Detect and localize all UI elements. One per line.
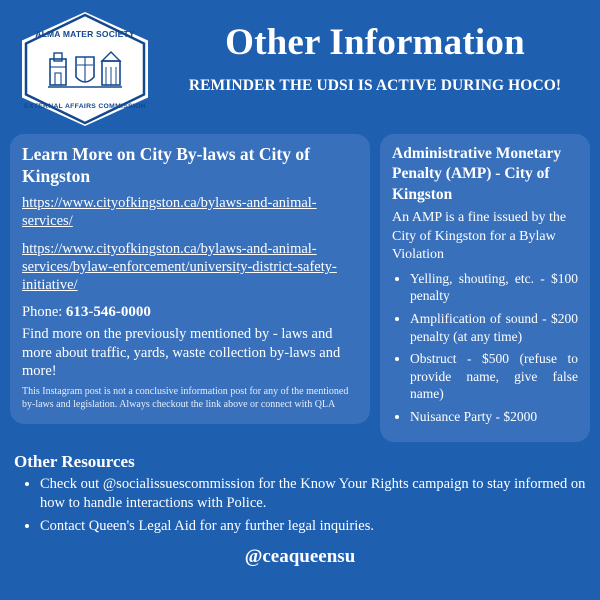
social-handle[interactable]: @ceaqueensu — [244, 545, 356, 567]
page-title: Other Information — [225, 22, 525, 63]
logo-bottom-text: EXTERNAL AFFAIRS COMMISSION — [24, 103, 146, 110]
list-item: • Check out @socialissuescommission for the Know Your Rights campaign to stay informed on how to handle interactions with Police. — [40, 475, 586, 513]
bylaws-link-2[interactable]: https://www.cityofkingston.ca/bylaws-and-animal-services/bylaw-enforcement/university-district-safety-initiative/ — [22, 241, 337, 294]
other-resources-list — [14, 475, 586, 536]
header — [0, 0, 600, 128]
amp-heading: Administrative Monetary Penalty (AMP) - City of Kingston — [392, 145, 562, 203]
phone-row — [22, 304, 358, 321]
city-bylaws-heading: Learn More on City By-laws at City of Kingston — [22, 144, 310, 186]
panels-row — [0, 128, 600, 442]
list-item: • Yelling, shouting, etc. - $100 penalty — [410, 270, 578, 305]
phone-number[interactable]: 613-546-0000 — [65, 304, 151, 321]
other-resources-section — [0, 442, 600, 568]
amp-list — [392, 270, 578, 425]
phone-label: Phone: — [22, 304, 63, 321]
list-item: • Nuisance Party - $2000 — [410, 408, 578, 426]
amp-intro: An AMP is a fine issued by the City of Kingston for a Bylaw Violation — [392, 210, 567, 262]
city-bylaws-body: Find more on the previously mentioned by - laws and more about traffic, yards, waste collection by-laws and more! — [22, 326, 341, 379]
ams-crest-icon — [46, 47, 124, 91]
city-bylaws-panel — [10, 134, 370, 424]
list-item: • Obstruct - $500 (refuse to provide name, give false name) — [410, 350, 578, 403]
logo-container — [10, 8, 160, 126]
amp-panel — [380, 134, 590, 442]
page-subtitle: REMINDER THE UDSI IS ACTIVE DURING HOCO! — [188, 76, 562, 94]
disclaimer-text: This Instagram post is not a conclusive information post for any of the mentioned by-laws and legislation. Always checkout the link above or connect with QLA — [22, 386, 349, 410]
other-resources-heading: Other Resources — [14, 452, 135, 472]
ams-hex-logo — [22, 12, 148, 126]
list-item: • Contact Queen's Legal Aid for any further legal inquiries. — [40, 517, 586, 536]
bylaws-link-1[interactable]: https://www.cityofkingston.ca/bylaws-and-animal-services/ — [22, 194, 317, 229]
logo-top-text: ALMA MATER SOCIETY — [35, 29, 135, 39]
list-item: • Amplification of sound - $200 penalty (at any time) — [410, 310, 578, 345]
header-text-block — [160, 8, 590, 95]
